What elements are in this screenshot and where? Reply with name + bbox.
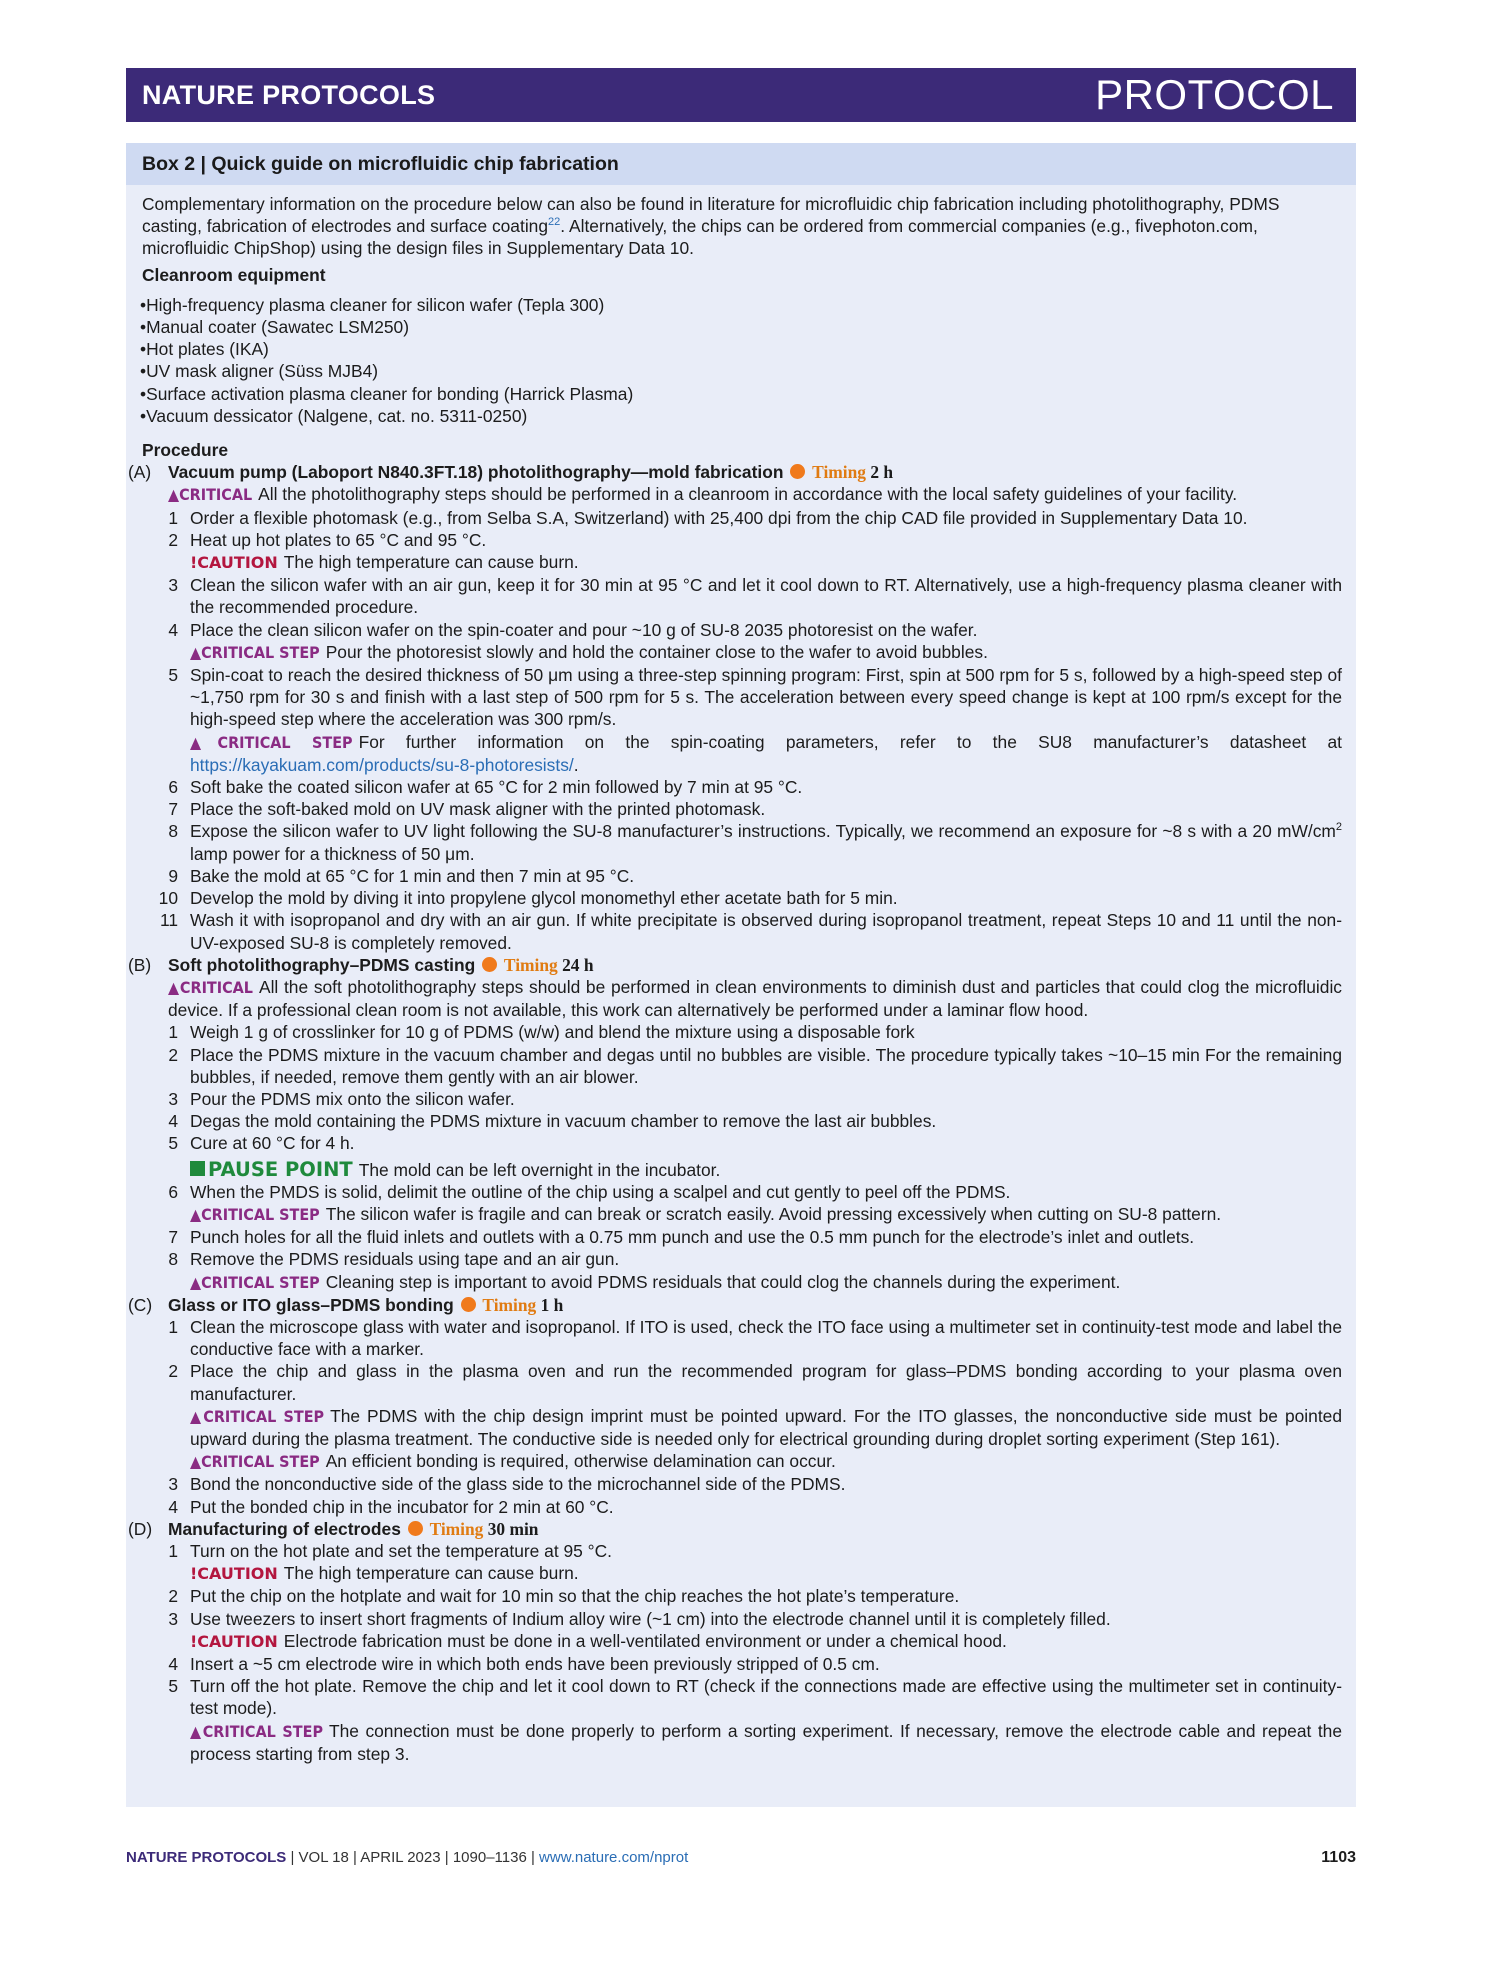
list-item: • Manual coater (Sawatec LSM250): [140, 316, 1356, 338]
journal-header: [126, 68, 1356, 122]
section-b-heading: (B) Soft photolithography–PDMS casting Timing 24 h: [128, 954, 594, 975]
step: 11 Wash it with isopropanol and dry with an air gun. If white precipitate is observed during isopropanol treatment, repeat Steps 10 and 11 until the non-UV-exposed SU-8 is completely removed.: [159, 910, 1342, 953]
footer-journal: NATURE PROTOCOLS: [126, 1849, 287, 1866]
step: 3 Clean the silicon wafer with an air gun, keep it for 30 min at 95 °C and let it cool down to RT. Alternatively, use a high-frequency plasma cleaner with the recommended procedure.: [168, 575, 1342, 618]
step: 4 Degas the mold containing the PDMS mixture in vacuum chamber to remove the last air bubbles.: [168, 1111, 937, 1132]
section-c-heading: (C) Glass or ITO glass–PDMS bonding Timing 1 h: [128, 1294, 564, 1315]
list-item: • Surface activation plasma cleaner for bonding (Harrick Plasma): [140, 383, 1356, 405]
exclamation-icon: !: [190, 1564, 198, 1584]
timing-icon: [790, 464, 805, 479]
footer-url-link[interactable]: www.nature.com/nprot: [539, 1849, 689, 1866]
critical-note: ▲CRITICAL All the soft photolithography steps should be performed in clean environments to diminish dust and particles that could clog the microfluidic device. If a professional clean room is not available, this work can alternatively be performed under a laminar flow hood.: [168, 976, 1343, 1021]
box-content: [126, 185, 1356, 1765]
warning-triangle-icon: ▲: [190, 1272, 202, 1292]
step: 4 Put the bonded chip in the incubator for 2 min at 60 °C.: [168, 1496, 614, 1517]
equipment-list: [126, 294, 1356, 427]
step: 2 Place the PDMS mixture in the vacuum chamber and degas until no bubbles are visible. The procedure typically takes ~10–15 min For the remaining bubbles, if needed, remove them gently with an air blower.: [168, 1044, 1342, 1087]
critical-note: ▲CRITICAL All the photolithography steps should be performed in a cleanroom in accordance with the local safety guidelines of your facility.: [168, 484, 1238, 505]
step: 2 Place the chip and glass in the plasma oven and run the recommended program for glass–PDMS bonding according to your plasma oven manufacturer.: [168, 1361, 1342, 1404]
list-item: • Vacuum dessicator (Nalgene, cat. no. 5311-0250): [140, 405, 1356, 427]
box-title: Box 2 | Quick guide on microfluidic chip fabrication: [126, 143, 1356, 185]
step: 5 Cure at 60 °C for 4 h.: [168, 1133, 355, 1154]
step: 2 Put the chip on the hotplate and wait for 10 min so that the chip reaches the hot plate’s temperature.: [168, 1586, 960, 1607]
caution-note: !CAUTION The high temperature can cause burn.: [190, 1563, 579, 1584]
reference-link[interactable]: 22: [548, 216, 561, 229]
warning-triangle-icon: ▲: [190, 1452, 202, 1472]
step: 5 Spin-coat to reach the desired thickness of 50 μm using a three-step spinning program: First, spin at 500 rpm for 5 s, followed by a high-speed step of ~1,750 rpm for 30 s and finish with a last step of 500 rpm for 5 s. The acceleration between every speed change is kept at 100 rpm/s except for the high-speed step where the acceleration was 300 rpm/s.: [168, 665, 1342, 730]
exclamation-icon: !: [190, 553, 198, 573]
warning-triangle-icon: ▲: [190, 1204, 202, 1224]
caution-note: !CAUTION Electrode fabrication must be done in a well-ventilated environment or under a chemical hood.: [190, 1630, 1007, 1651]
timing-icon: [461, 1297, 476, 1312]
critical-step-note: ▲CRITICAL STEP Cleaning step is important to avoid PDMS residuals that could clog the channels during the experiment.: [190, 1271, 1121, 1292]
warning-triangle-icon: ▲: [190, 1721, 203, 1741]
step: 8 Remove the PDMS residuals using tape and an air gun.: [168, 1249, 620, 1270]
step: 3 Use tweezers to insert short fragments of Indium alloy wire (~1 cm) into the electrode channel until it is completely filled.: [168, 1608, 1111, 1629]
critical-step-note: ▲CRITICAL STEP For further information on the spin-coating parameters, refer to the SU8 manufacturer’s datasheet at https://kayakuam.com/products/su-8-photoresists/.: [190, 731, 1342, 775]
procedure-heading: Procedure: [142, 440, 229, 461]
journal-name: NATURE PROTOCOLS: [142, 79, 436, 110]
section-a-heading: (A) Vacuum pump (Laboport N840.3FT.18) photolithography—mold fabrication Timing 2 h: [128, 462, 894, 483]
caution-note: !CAUTION The high temperature can cause burn.: [190, 552, 579, 573]
warning-triangle-icon: ▲: [190, 1406, 204, 1426]
warning-triangle-icon: ▲: [190, 732, 218, 752]
step: 1 Turn on the hot plate and set the temperature at 95 °C.: [168, 1540, 613, 1561]
page-number: 1103: [1321, 1849, 1356, 1866]
step: 8 Expose the silicon wafer to UV light following the SU-8 manufacturer’s instructions. Typically, we recommend an exposure for ~8 s with a 20 $mW/cm^2$ lamp power for a thickness of 50 μm.: [168, 821, 1342, 864]
datasheet-link[interactable]: https://kayakuam.com/products/su-8-photoresists/: [190, 754, 574, 775]
step: 5 Turn off the hot plate. Remove the chip and let it cool down to RT (check if the connections made are effective using the multimeter set in continuity-test mode).: [168, 1676, 1342, 1719]
equipment-heading: Cleanroom equipment: [142, 264, 326, 285]
step: 9 Bake the mold at 65 °C for 1 min and then 7 min at 95 °C.: [168, 865, 635, 886]
list-item: • Hot plates (IKA): [140, 338, 1356, 360]
step: 1 Weigh 1 g of crosslinker for 10 g of PDMS (w/w) and blend the mixture using a disposable fork: [168, 1022, 915, 1043]
step: 6 Soft bake the coated silicon wafer at 65 °C for 2 min followed by 7 min at 95 °C.: [168, 777, 803, 798]
step: 6 When the PMDS is solid, delimit the outline of the chip using a scalpel and cut gently to peel off the PDMS.: [168, 1181, 1011, 1202]
box-2: [126, 143, 1356, 1807]
warning-triangle-icon: ▲: [168, 977, 180, 997]
step: 4 Place the clean silicon wafer on the spin-coater and pour ~10 g of SU-8 2035 photoresist on the wafer.: [168, 619, 978, 640]
step: 3 Pour the PDMS mix onto the silicon wafer.: [168, 1088, 515, 1109]
critical-step-note: ▲CRITICAL STEP The PDMS with the chip design imprint must be pointed upward. For the ITO glasses, the nonconductive side must be pointed upward during the plasma treatment. The conductive side is needed only for electrical grounding during droplet sorting experiment (Step 161).: [190, 1405, 1342, 1449]
critical-step-note: ▲CRITICAL STEP An efficient bonding is required, otherwise delamination can occur.: [190, 1451, 836, 1472]
step: 10 Develop the mold by diving it into propylene glycol monomethyl ether acetate bath for 5 min.: [158, 888, 898, 909]
intro-paragraph: Complementary information on the procedure below can also be found in literature for microfluidic chip fabrication including photolithography, PDMS casting, fabrication of electrodes and surface coating$^{22}$. Alternatively, the chips can be ordered from commercial companies (e.g., fivephoton.com, microfluidic ChipShop) using the design files in Supplementary Data 10.: [142, 194, 1280, 259]
warning-triangle-icon: ▲: [190, 642, 202, 662]
critical-step-note: ▲CRITICAL STEP The silicon wafer is fragile and can break or scratch easily. Avoid pressing excessively when cutting on SU-8 pattern.: [190, 1203, 1222, 1224]
step: 3 Bond the nonconductive side of the glass side to the microchannel side of the PDMS.: [168, 1474, 846, 1495]
pause-point-note: PAUSE POINT The mold can be left overnight in the incubator.: [126, 1159, 1356, 1181]
exclamation-icon: !: [190, 1631, 198, 1651]
footer-pages: 1090–1136: [452, 1849, 527, 1866]
footer-date: APRIL 2023: [360, 1849, 441, 1866]
step: 7 Place the soft-baked mold on UV mask aligner with the printed photomask.: [168, 799, 766, 820]
article-type: PROTOCOL: [1095, 71, 1334, 118]
list-item: • High-frequency plasma cleaner for silicon wafer (Tepla 300): [140, 294, 1356, 316]
list-item: • UV mask aligner (Süss MJB4): [140, 360, 1356, 382]
step: 1 Order a flexible photomask (e.g., from Selba S.A, Switzerland) with 25,400 dpi from the chip CAD file provided in Supplementary Data 10.: [168, 507, 1248, 528]
step: 4 Insert a ~5 cm electrode wire in which both ends have been previously stripped of 0.5 cm.: [168, 1654, 880, 1674]
timing-icon: [408, 1521, 423, 1536]
timing-icon: [482, 957, 497, 972]
critical-step-note: ▲CRITICAL STEP Pour the photoresist slowly and hold the container close to the wafer to avoid bubbles.: [190, 641, 988, 662]
page-footer: NATURE PROTOCOLS | VOL 18 | APRIL 2023 | 1090–1136 | www.nature.com/nprot 1103: [126, 1849, 1356, 1866]
step: 2 Heat up hot plates to 65 °C and 95 °C.: [168, 529, 487, 550]
step: 7 Punch holes for all the fluid inlets and outlets with a 0.75 mm punch and use the 0.5 mm punch for the electrode’s inlet and outlets.: [168, 1227, 1195, 1248]
critical-step-note: ▲CRITICAL STEP The connection must be done properly to perform a sorting experiment. If necessary, remove the electrode cable and repeat the process starting from step 3.: [190, 1720, 1343, 1764]
step: 1 Clean the microscope glass with water and isopropanol. If ITO is used, check the ITO face using a multimeter set in continuity-test mode and label the conductive face with a marker.: [168, 1316, 1342, 1360]
section-d-heading: (D) Manufacturing of electrodes Timing 30 min: [128, 1518, 539, 1539]
footer-volume: VOL 18: [298, 1849, 349, 1866]
pause-square-icon: [190, 1161, 205, 1176]
warning-triangle-icon: ▲: [168, 485, 180, 505]
